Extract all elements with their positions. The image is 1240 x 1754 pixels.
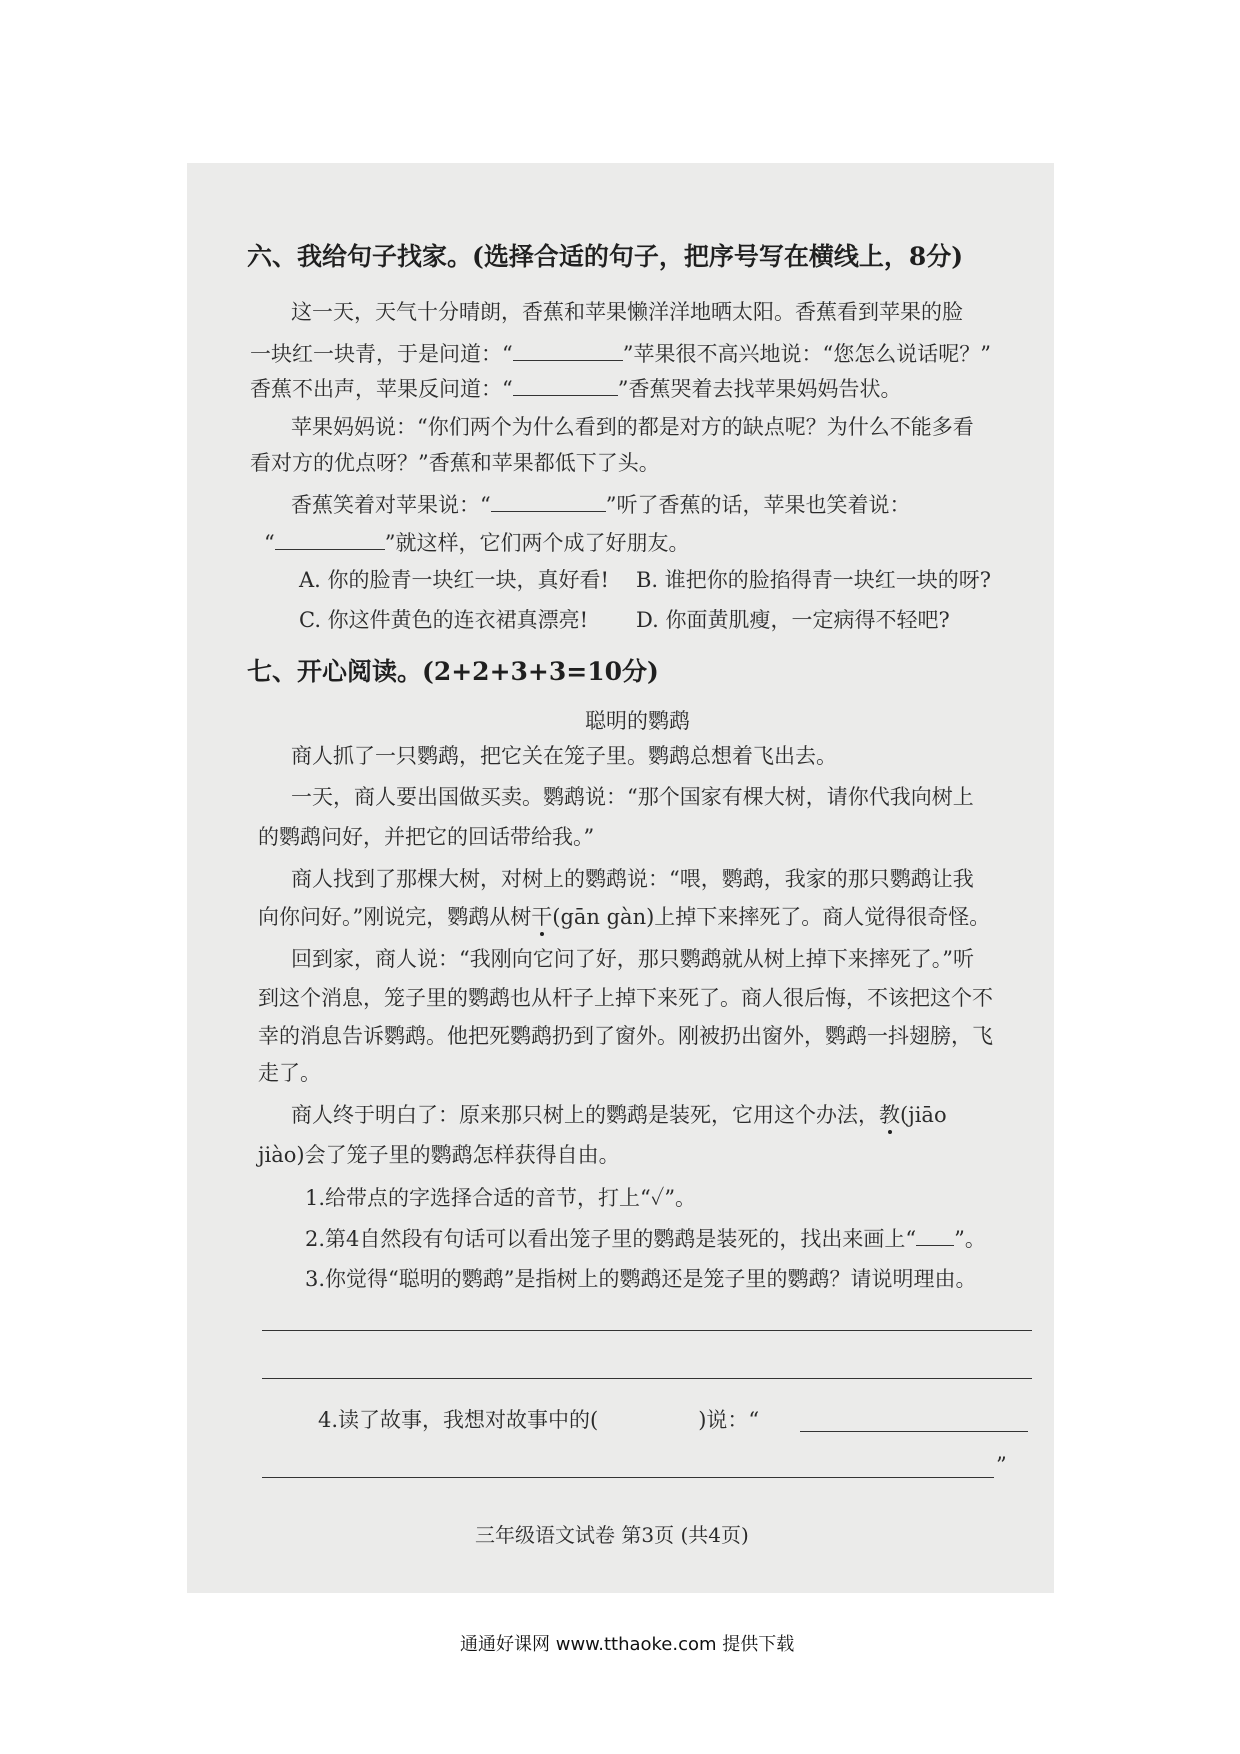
story-paragraph3-line1: 商人找到了那棵大树，对树上的鹦鹉说：“喂，鹦鹉，我家的那只鹦鹉让我	[291, 867, 974, 891]
answer-blank-3[interactable]	[491, 489, 606, 512]
question-3: 3.你觉得“聪明的鹦鹉”是指树上的鹦鹉还是笼子里的鹦鹉？请说明理由。	[305, 1267, 977, 1291]
option-b: B. 谁把你的脸掐得青一块红一块的呀?	[636, 568, 992, 592]
underline-sample-blank	[916, 1223, 954, 1246]
question-1: 1.给带点的字选择合适的音节，打上“✓”。	[305, 1186, 697, 1210]
answer-blank-4[interactable]	[275, 527, 385, 550]
answer-blank-1[interactable]	[513, 338, 623, 361]
story-paragraph1: 商人抓了一只鹦鹉，把它关在笼子里。鹦鹉总想着飞出去。	[291, 744, 837, 768]
page-footer: 三年级语文试卷 第3页 (共4页)	[475, 1523, 749, 1547]
section6-paragraph1-line3	[250, 373, 902, 404]
story-paragraph4-line1: 回到家，商人说：“我刚向它问了好，那只鹦鹉就从树上掉下来摔死了。”听	[291, 947, 974, 971]
answer-line-1[interactable]	[262, 1330, 1032, 1331]
text-segment: 2.第4自然段有句话可以看出笼子里的鹦鹉是装死的，找出来画上“	[305, 1227, 917, 1251]
story-paragraph5-line1	[291, 1100, 947, 1130]
site-footer: 通通好课网 www.tthaoke.com 提供下载	[460, 1634, 795, 1655]
story-paragraph4-line2: 到这个消息，笼子里的鹦鹉也从杆子上掉下来死了。商人很后悔，不该把这个不	[258, 986, 993, 1010]
section6-paragraph2-line2: 看对方的优点呀？”香蕉和苹果都低下了头。	[250, 451, 660, 475]
closing-quote: ”	[996, 1453, 1007, 1477]
answer-line-4[interactable]	[262, 1477, 994, 1478]
option-d: D. 你面黄肌瘦，一定病得不轻吧?	[636, 608, 950, 632]
text-segment: ”听了香蕉的话，苹果也笑着说：	[605, 493, 911, 517]
text-segment: (gān gàn)上掉下来摔死了。商人觉得很奇怪。	[552, 905, 991, 929]
section6-paragraph3-line1	[291, 489, 911, 520]
story-title: 聪明的鹦鹉	[585, 709, 690, 733]
text-segment: ”苹果很不高兴地说：“您怎么说话呢？”	[622, 342, 991, 366]
text-segment: (jiāo	[900, 1103, 947, 1127]
story-paragraph2-line2: 的鹦鹉问好，并把它的回话带给我。”	[258, 825, 595, 849]
text-segment: )说：“	[698, 1408, 760, 1432]
section6-paragraph1-line1: 这一天，天气十分晴朗，香蕉和苹果懒洋洋地晒太阳。香蕉看到苹果的脸	[291, 300, 963, 324]
text-segment: 向你问好。”刚说完，鹦鹉从树	[258, 905, 532, 929]
answer-line-2[interactable]	[262, 1378, 1032, 1379]
story-paragraph5-line2: jiào)会了笼子里的鹦鹉怎样获得自由。	[258, 1143, 620, 1167]
question-4	[318, 1405, 759, 1435]
text-segment: ”香蕉哭着去找苹果妈妈告状。	[617, 377, 902, 401]
dotted-character: 干	[531, 905, 553, 929]
section6-paragraph1-line2	[250, 338, 991, 369]
section6-paragraph2-line1: 苹果妈妈说：“你们两个为什么看到的都是对方的缺点呢？为什么不能多看	[291, 415, 974, 439]
section6-paragraph3-line2	[264, 527, 690, 558]
story-paragraph2-line1: 一天，商人要出国做买卖。鹦鹉说：“那个国家有棵大树，请你代我向树上	[291, 785, 974, 809]
text-segment: “	[264, 531, 275, 555]
answer-line-3[interactable]	[800, 1431, 1028, 1432]
story-paragraph3-line2	[258, 902, 990, 932]
text-segment: 香蕉笑着对苹果说：“	[291, 493, 491, 517]
answer-blank-2[interactable]	[513, 373, 618, 396]
dotted-character: 教	[879, 1103, 900, 1127]
section7-heading: 七、开心阅读。(2+2+3+3=10分)	[247, 657, 659, 686]
story-paragraph4-line3: 幸的消息告诉鹦鹉。他把死鹦鹉扔到了窗外。刚被扔出窗外，鹦鹉一抖翅膀，飞	[258, 1024, 993, 1048]
text-segment: 香蕉不出声，苹果反问道：“	[250, 377, 513, 401]
text-segment: ”。	[954, 1227, 986, 1251]
story-paragraph4-line4: 走了。	[258, 1061, 321, 1085]
section6-heading: 六、我给句子找家。(选择合适的句子，把序号写在横线上，8分)	[247, 242, 964, 271]
option-c: C. 你这件黄色的连衣裙真漂亮!	[299, 608, 589, 632]
text-segment: 商人终于明白了：原来那只树上的鹦鹉是装死，它用这个办法，	[291, 1103, 879, 1127]
text-segment: 一块红一块青，于是问道：“	[250, 342, 513, 366]
option-a: A. 你的脸青一块红一块，真好看!	[299, 568, 609, 592]
text-segment: ”就这样，它们两个成了好朋友。	[384, 531, 690, 555]
text-segment: 4.读了故事，我想对故事中的(	[318, 1408, 599, 1432]
question-2	[305, 1223, 986, 1254]
